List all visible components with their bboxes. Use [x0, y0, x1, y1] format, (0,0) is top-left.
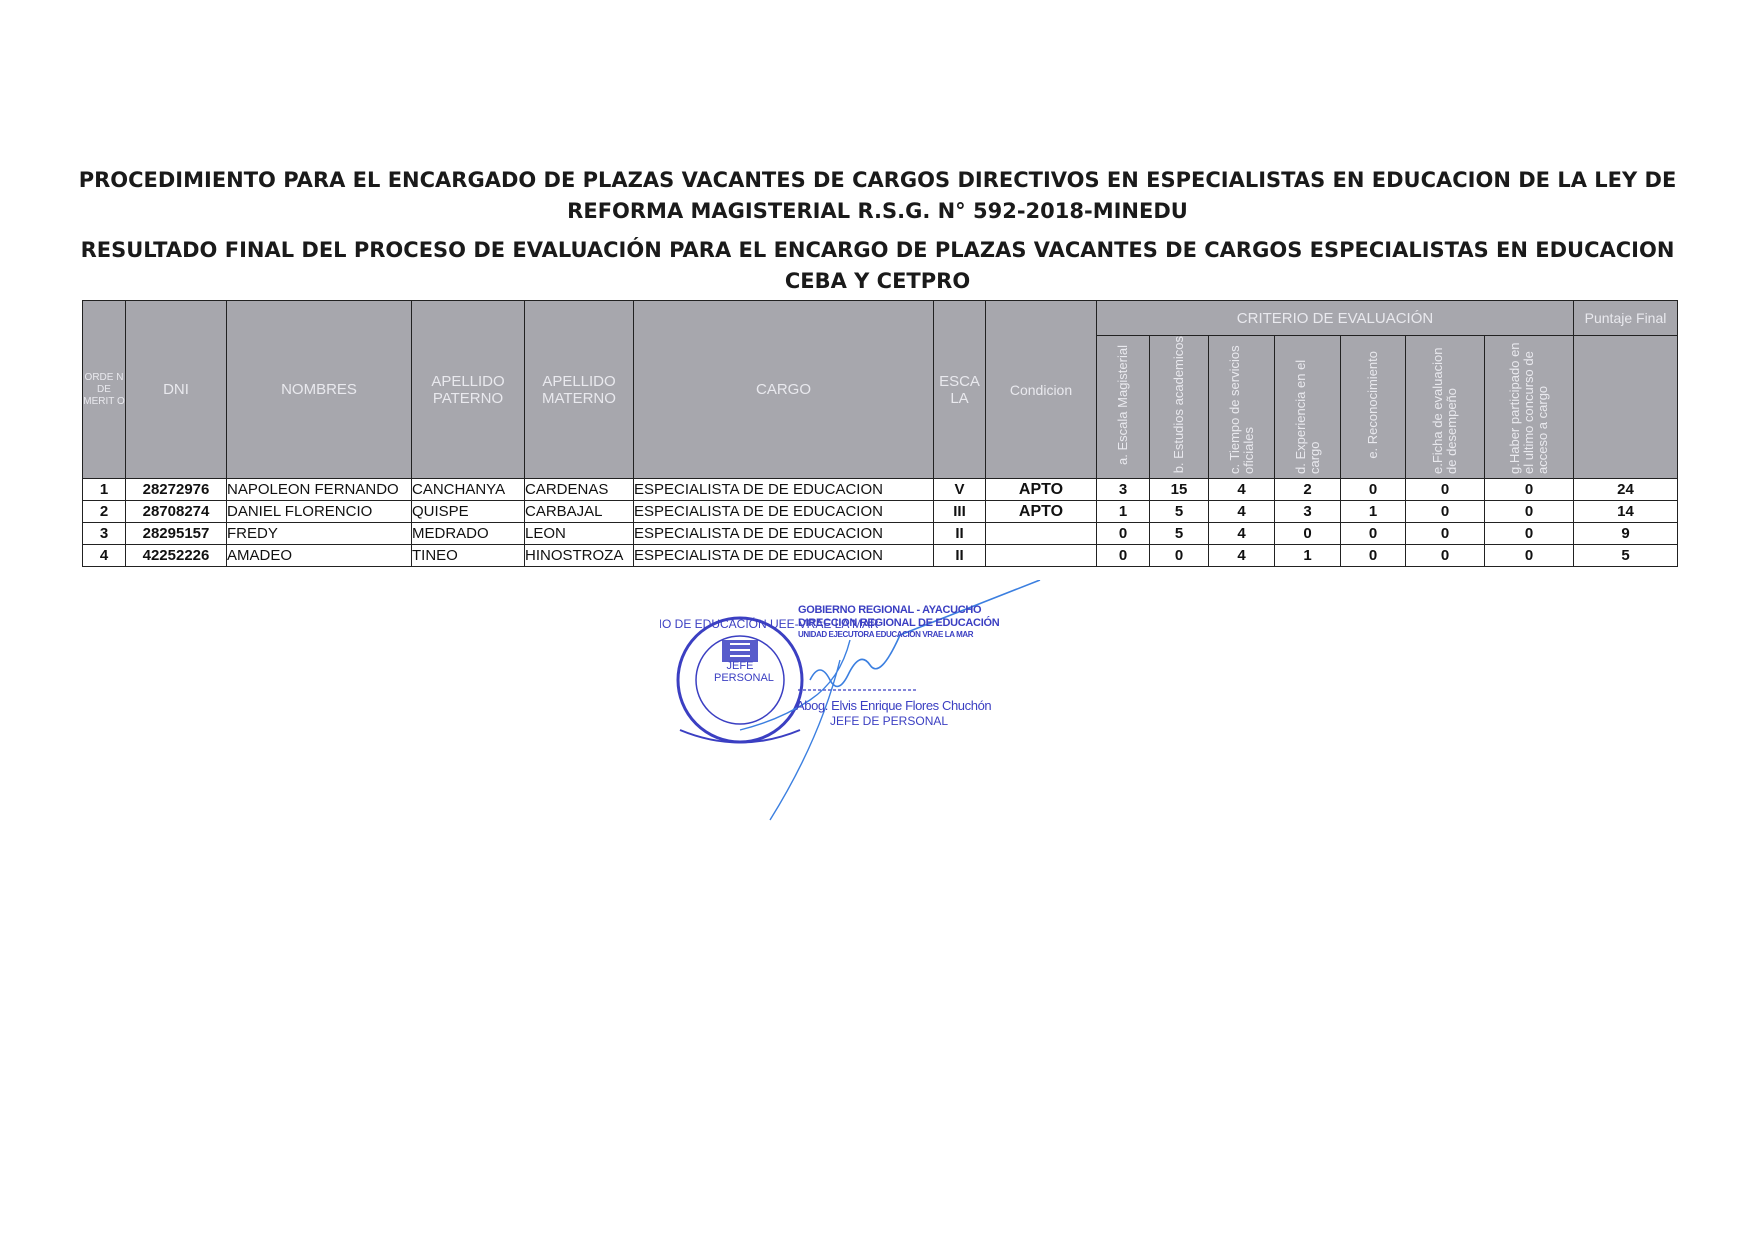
- stamp-line-3: UNIDAD EJECUTORA EDUCACION VRAE LA MAR: [798, 630, 974, 639]
- header-criterion-f: e.Ficha de evaluacion de desempeño: [1406, 336, 1485, 479]
- header-condicion: Condicion: [986, 301, 1097, 479]
- cell-paterno: TINEO: [412, 545, 525, 567]
- header-puntaje-blank: [1574, 336, 1678, 479]
- seal-center-label: JEFE PERSONAL: [714, 660, 774, 684]
- cell-score: 2: [1275, 479, 1341, 501]
- header-escala: ESCA LA: [934, 301, 986, 479]
- cell-dni: 42252226: [126, 545, 227, 567]
- official-stamp: [660, 580, 1140, 860]
- results-table: [82, 300, 1678, 567]
- cell-orden: 4: [83, 545, 126, 567]
- cell-score: 5: [1150, 523, 1209, 545]
- cell-paterno: MEDRADO: [412, 523, 525, 545]
- header-criterion-g: g.Haber participado en el ultimo concurso de acceso a cargo: [1485, 336, 1574, 479]
- cell-escala: II: [934, 523, 986, 545]
- cell-escala: V: [934, 479, 986, 501]
- cell-materno: CARBAJAL: [525, 501, 634, 523]
- cell-total: 9: [1574, 523, 1678, 545]
- cell-score: 0: [1341, 479, 1406, 501]
- cell-score: 0: [1485, 545, 1574, 567]
- cell-paterno: CANCHANYA: [412, 479, 525, 501]
- stamp-line-1: GOBIERNO REGIONAL - AYACUCHO: [798, 604, 982, 616]
- cell-condicion: APTO: [986, 501, 1097, 523]
- cell-nombres: NAPOLEON FERNANDO: [227, 479, 412, 501]
- cell-orden: 3: [83, 523, 126, 545]
- header-nombres: NOMBRES: [227, 301, 412, 479]
- cell-score: 5: [1150, 501, 1209, 523]
- header-criterio: CRITERIO DE EVALUACIÓN: [1097, 301, 1574, 336]
- cell-total: 24: [1574, 479, 1678, 501]
- table-row: [83, 501, 1678, 523]
- cell-score: 1: [1275, 545, 1341, 567]
- cell-score: 0: [1097, 545, 1150, 567]
- cell-nombres: DANIEL FLORENCIO: [227, 501, 412, 523]
- cell-score: 1: [1097, 501, 1150, 523]
- cell-score: 0: [1406, 523, 1485, 545]
- cell-condicion: [986, 523, 1097, 545]
- cell-score: 0: [1485, 479, 1574, 501]
- header-apellido-materno: APELLIDO MATERNO: [525, 301, 634, 479]
- cell-condicion: [986, 545, 1097, 567]
- header-orden: ORDE N DE MERIT O: [83, 301, 126, 479]
- table-row: [83, 523, 1678, 545]
- cell-score: 0: [1097, 523, 1150, 545]
- cell-score: 0: [1150, 545, 1209, 567]
- cell-score: 3: [1275, 501, 1341, 523]
- cell-score: 0: [1485, 501, 1574, 523]
- cell-materno: LEON: [525, 523, 634, 545]
- stamp-line-2: DIRECCION REGIONAL DE EDUCACIÓN: [798, 617, 1000, 629]
- cell-paterno: QUISPE: [412, 501, 525, 523]
- header-criterion-a: a. Escala Magisterial: [1097, 336, 1150, 479]
- cell-score: 0: [1406, 545, 1485, 567]
- cell-score: 3: [1097, 479, 1150, 501]
- cell-score: 4: [1209, 479, 1275, 501]
- header-criterion-c: c. Tiempo de servicios oficiales: [1209, 336, 1275, 479]
- cell-cargo: ESPECIALISTA DE DE EDUCACION: [634, 545, 934, 567]
- cell-materno: CARDENAS: [525, 479, 634, 501]
- seal-ring-text: IO DE EDUCACIÓN UEE-VRAE LA MAR: [660, 617, 879, 631]
- cell-score: 0: [1341, 545, 1406, 567]
- document-header: [70, 165, 1685, 297]
- header-cargo: CARGO: [634, 301, 934, 479]
- cell-nombres: AMADEO: [227, 545, 412, 567]
- header-criterion-e: e. Reconocimiento: [1341, 336, 1406, 479]
- cell-score: 0: [1485, 523, 1574, 545]
- cell-cargo: ESPECIALISTA DE DE EDUCACION: [634, 501, 934, 523]
- cell-cargo: ESPECIALISTA DE DE EDUCACION: [634, 523, 934, 545]
- document-title: PROCEDIMIENTO PARA EL ENCARGADO DE PLAZAS VACANTES DE CARGOS DIRECTIVOS EN ESPECIALISTAS EN EDUCACION DE LA LEY DE REFORMA MAGISTERIAL R.S.G. N° 592-2018-MINEDU: [78, 168, 1677, 223]
- cell-score: 0: [1341, 523, 1406, 545]
- cell-score: 15: [1150, 479, 1209, 501]
- table-row: [83, 545, 1678, 567]
- cell-dni: 28272976: [126, 479, 227, 501]
- stamp-position: JEFE DE PERSONAL: [830, 714, 949, 728]
- cell-score: 0: [1406, 501, 1485, 523]
- header-dni: DNI: [126, 301, 227, 479]
- table-row: [83, 479, 1678, 501]
- cell-cargo: ESPECIALISTA DE DE EDUCACION: [634, 479, 934, 501]
- header-puntaje: Puntaje Final: [1574, 301, 1678, 336]
- cell-nombres: FREDY: [227, 523, 412, 545]
- cell-materno: HINOSTROZA: [525, 545, 634, 567]
- stamp-signer: Abog. Elvis Enrique Flores Chuchón: [796, 698, 992, 713]
- cell-score: 4: [1209, 501, 1275, 523]
- cell-condicion: APTO: [986, 479, 1097, 501]
- header-criterion-b: b. Estudios academicos: [1150, 336, 1209, 479]
- cell-escala: III: [934, 501, 986, 523]
- cell-total: 5: [1574, 545, 1678, 567]
- cell-dni: 28708274: [126, 501, 227, 523]
- cell-orden: 1: [83, 479, 126, 501]
- cell-score: 0: [1406, 479, 1485, 501]
- cell-score: 1: [1341, 501, 1406, 523]
- cell-escala: II: [934, 545, 986, 567]
- cell-dni: 28295157: [126, 523, 227, 545]
- cell-score: 4: [1209, 545, 1275, 567]
- cell-score: 0: [1275, 523, 1341, 545]
- document-subtitle: RESULTADO FINAL DEL PROCESO DE EVALUACIÓN PARA EL ENCARGO DE PLAZAS VACANTES DE CARGOS ESPECIALISTAS EN EDUCACION CEBA Y CETPRO: [80, 238, 1675, 293]
- cell-total: 14: [1574, 501, 1678, 523]
- cell-score: 4: [1209, 523, 1275, 545]
- header-apellido-paterno: APELLIDO PATERNO: [412, 301, 525, 479]
- cell-orden: 2: [83, 501, 126, 523]
- header-criterion-d: d. Experiencia en el cargo: [1275, 336, 1341, 479]
